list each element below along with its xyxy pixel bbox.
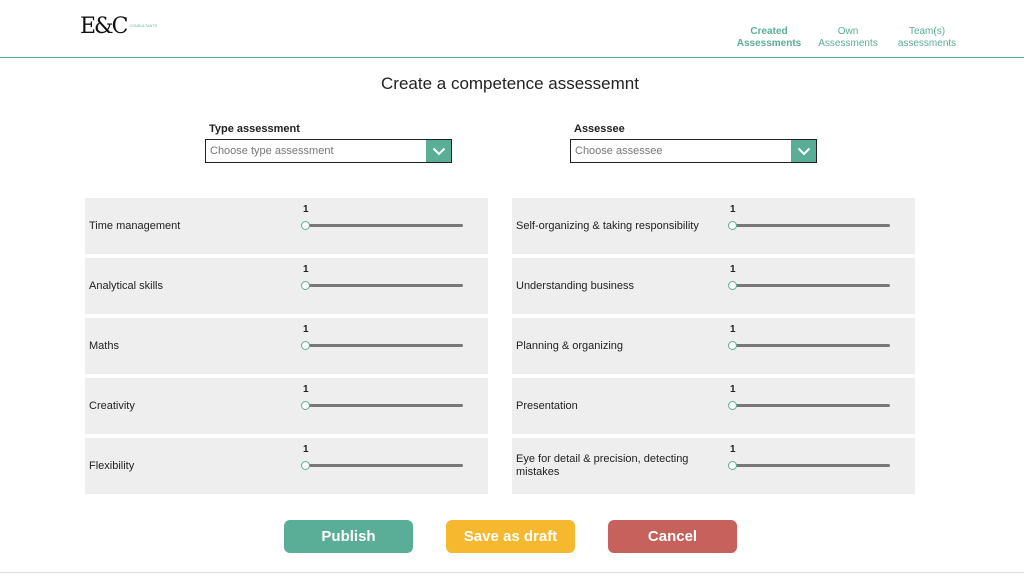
competence-name: Eye for detail & precision, detecting mistakes <box>516 453 689 478</box>
competence-slider-track[interactable] <box>308 224 463 227</box>
competence-slider-thumb[interactable] <box>728 341 737 350</box>
competence-slider-track[interactable] <box>735 404 890 407</box>
competence-name: Creativity <box>89 399 135 412</box>
competence-slider-thumb[interactable] <box>301 401 310 410</box>
competence-slider-thumb[interactable] <box>301 461 310 470</box>
competence-slider-thumb[interactable] <box>728 461 737 470</box>
competence-card <box>85 378 488 434</box>
competence-value: 1 <box>730 444 736 455</box>
competence-card <box>512 318 915 374</box>
competence-value: 1 <box>730 264 736 275</box>
logo[interactable] <box>80 14 157 40</box>
nav-created-assessments[interactable] <box>729 26 809 50</box>
competence-name: Presentation <box>516 399 578 412</box>
competence-slider-thumb[interactable] <box>728 401 737 410</box>
footer-divider <box>0 572 1024 573</box>
competence-value: 1 <box>303 204 309 215</box>
competence-name: Time management <box>89 219 181 232</box>
nav-own-assessments[interactable] <box>808 26 888 50</box>
competence-slider-thumb[interactable] <box>301 281 310 290</box>
logo-mark: E&C <box>80 14 127 39</box>
competence-card <box>512 378 915 434</box>
competence-value: 1 <box>730 324 736 335</box>
competence-value: 1 <box>303 264 309 275</box>
competence-slider-track[interactable] <box>735 224 890 227</box>
competence-card <box>512 258 915 314</box>
competence-name: Analytical skills <box>89 279 163 292</box>
competence-name: Flexibility <box>89 459 135 472</box>
competence-slider-track[interactable] <box>308 404 463 407</box>
competence-slider-thumb[interactable] <box>301 221 310 230</box>
chevron-down-icon[interactable] <box>791 140 816 162</box>
competence-slider-track[interactable] <box>735 464 890 467</box>
type-assessment-dropdown[interactable] <box>205 139 452 163</box>
competence-value: 1 <box>730 384 736 395</box>
competence-card <box>512 438 915 494</box>
competence-slider-track[interactable] <box>308 344 463 347</box>
competence-card <box>85 318 488 374</box>
competence-slider-track[interactable] <box>308 284 463 287</box>
type-assessment-label: Type assessment <box>209 123 300 135</box>
nav-created-assessments-label: Created Assessments <box>736 26 802 49</box>
header-bar <box>0 0 1024 58</box>
nav-own-assessments-label: Own Assessments <box>818 26 878 49</box>
nav-team-assessments-label: Team(s) assessments <box>897 26 957 49</box>
publish-button[interactable]: Publish <box>284 520 413 553</box>
nav-team-assessments[interactable] <box>887 26 967 50</box>
page-title: Create a competence assessemnt <box>381 74 639 93</box>
competence-slider-thumb[interactable] <box>728 281 737 290</box>
competence-name: Planning & organizing <box>516 339 624 352</box>
competence-value: 1 <box>730 204 736 215</box>
competence-value: 1 <box>303 324 309 335</box>
chevron-down-icon[interactable] <box>426 140 451 162</box>
competence-value: 1 <box>303 444 309 455</box>
cancel-button[interactable]: Cancel <box>608 520 737 553</box>
logo-subtitle: CONSULTANTS <box>129 24 158 28</box>
assessee-placeholder: Choose assessee <box>575 145 663 157</box>
competence-slider-thumb[interactable] <box>301 341 310 350</box>
competence-card <box>85 258 488 314</box>
competence-slider-track[interactable] <box>735 344 890 347</box>
competence-card <box>85 198 488 254</box>
save-draft-button[interactable]: Save as draft <box>446 520 575 553</box>
type-assessment-placeholder: Choose type assessment <box>210 145 334 157</box>
competence-name: Self-organizing & taking responsibility <box>516 219 699 232</box>
competence-name: Maths <box>89 339 119 352</box>
competence-slider-track[interactable] <box>308 464 463 467</box>
assessee-dropdown[interactable] <box>570 139 817 163</box>
competence-value: 1 <box>303 384 309 395</box>
competence-slider-track[interactable] <box>735 284 890 287</box>
competence-card <box>85 438 488 494</box>
assessee-label: Assessee <box>574 123 625 135</box>
competence-name: Understanding business <box>516 279 635 292</box>
competence-slider-thumb[interactable] <box>728 221 737 230</box>
competence-card <box>512 198 915 254</box>
